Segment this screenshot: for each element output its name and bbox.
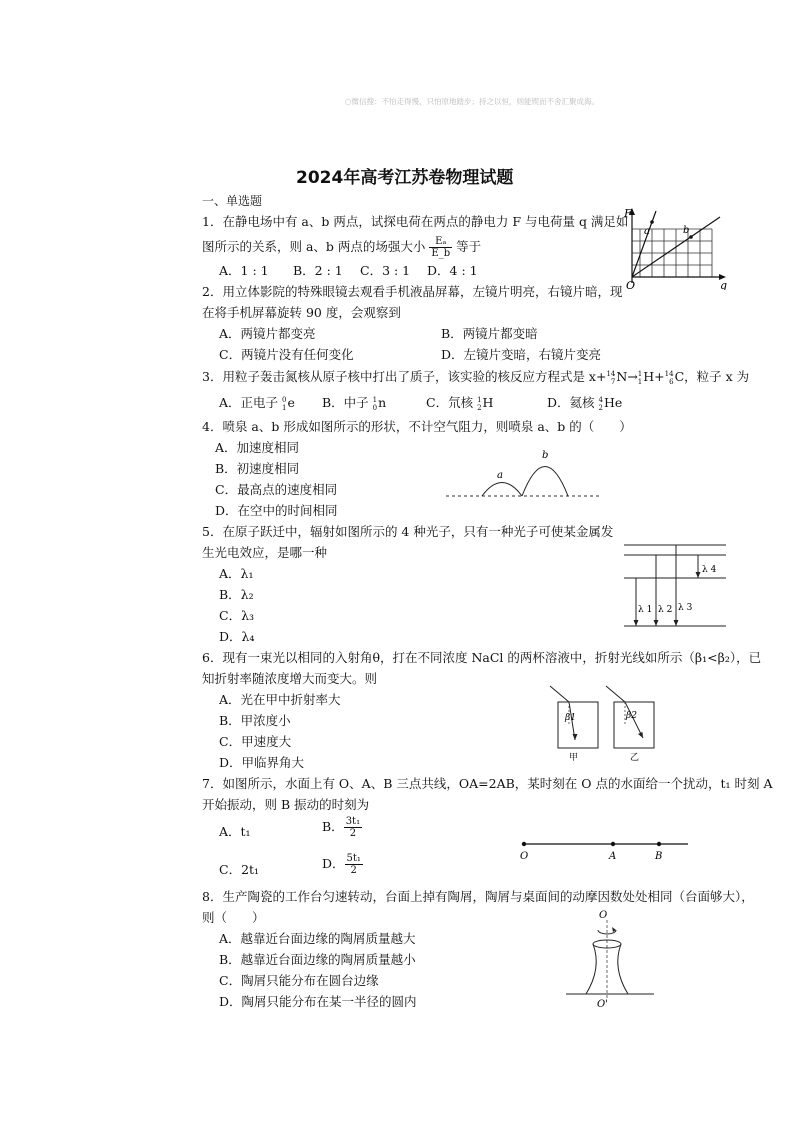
frac-numerator: 5t₁ (346, 853, 361, 864)
q1-option-b[interactable]: B．2 : 1 (293, 263, 343, 278)
nuc-top: 14 (606, 369, 616, 378)
opt-nuc (477, 396, 481, 412)
frac-denominator: 2 (349, 828, 357, 839)
q5-line2: 生光电效应，是哪一种 (202, 545, 328, 560)
frac-denominator: 2 (350, 865, 357, 876)
q3-nuc-c (665, 370, 674, 386)
q3-option-b[interactable] (322, 393, 386, 413)
nuc-top: 4 (598, 395, 603, 404)
q4-option-c[interactable]: C．最高点的速度相同 (215, 482, 338, 497)
q2-option-c[interactable]: C．两镜片没有任何变化 (219, 347, 354, 362)
q4-fig-a: a (497, 470, 503, 481)
q5-figure-energy-levels (622, 538, 730, 630)
q8-figure-turntable (560, 906, 660, 1010)
opt-label: B． (322, 819, 344, 834)
q1-line2-end: 等于 (456, 239, 482, 254)
section-heading: 一、单选题 (202, 194, 263, 208)
q2-line2: 在将手机屏幕旋转 90 度，会观察到 (202, 305, 401, 320)
q6-fig-yi: 乙 (630, 753, 640, 763)
q8-option-c[interactable]: C．陶屑只能分布在圆台边缘 (219, 973, 379, 988)
q1-fig-b: b (683, 225, 690, 236)
q1-line2-text: 图所示的关系，则 a、b 两点的场强大小 (202, 239, 426, 254)
q4-option-b[interactable]: B．初速度相同 (215, 461, 300, 476)
opt-sym: n (378, 395, 387, 410)
q5-option-b[interactable]: B．λ₂ (219, 587, 254, 602)
q6-figure-beakers (542, 684, 662, 766)
q1-option-d[interactable]: D．4 : 1 (427, 263, 478, 278)
q5-fig-l4: λ 4 (702, 565, 717, 575)
nuc-bot: 2 (477, 403, 482, 412)
q5-option-a[interactable]: A．λ₁ (219, 566, 254, 581)
nuc-bot: 6 (669, 377, 674, 386)
q8-option-a[interactable]: A．越靠近台面边缘的陶屑质量越大 (219, 931, 416, 946)
q7-fig-B: B (655, 851, 663, 862)
q3-sym-h: H+ (643, 369, 665, 384)
frac-numerator: Eₐ (429, 236, 452, 248)
q3-option-c[interactable] (426, 393, 493, 413)
frac-denominator: E_b (431, 248, 451, 259)
q4-option-d[interactable]: D．在空中的时间相同 (215, 503, 338, 518)
opt-nuc (599, 396, 603, 412)
opt-sym: H (482, 395, 494, 410)
q7-fig-A: A (609, 851, 617, 862)
q7-option-c[interactable]: C．2t₁ (219, 862, 260, 877)
nuc-top: 0 (282, 395, 287, 404)
q6-line2: 知折射率随浓度增大而变大。则 (202, 671, 378, 686)
q6-fig-b2: β2 (626, 711, 637, 721)
opt-sym: He (603, 395, 623, 410)
q8-fig-O: O (599, 910, 608, 921)
nuc-bot: 0 (372, 403, 378, 412)
nuc-top: 1 (372, 395, 378, 404)
q1-figure-graph (622, 205, 732, 290)
q6-option-d[interactable]: D．甲临界角大 (219, 755, 305, 770)
q4-fig-b: b (542, 450, 549, 461)
q7-figure-line (514, 836, 694, 862)
q3-nuc-h (638, 370, 642, 386)
q7-option-a[interactable]: A．t₁ (219, 824, 251, 839)
q3-text-main: 3．用粒子轰击氮核从原子核中打出了质子，该实验的核反应方程式是 x+ (202, 369, 607, 384)
opt-sym: e (287, 395, 295, 410)
q6-fig-jia: 甲 (569, 753, 579, 763)
q8-line2: 则（ ） (202, 910, 265, 925)
q1-line2 (202, 236, 481, 259)
q5-fig-l2: λ 2 (658, 605, 673, 615)
q1-option-a[interactable]: A．1 : 1 (219, 263, 269, 278)
q2-option-a[interactable]: A．两镜片都变亮 (219, 326, 316, 341)
nuc-top: 14 (664, 369, 674, 378)
opt-nuc (373, 396, 377, 412)
q1-fig-q: q (720, 279, 728, 290)
page-title: 2024年高考江苏卷物理试题 (296, 168, 514, 188)
nuc-top: 1 (477, 395, 482, 404)
q8-option-d[interactable]: D．陶屑只能分布在某一半径的圆内 (219, 994, 417, 1009)
opt-label: D．氦核 (547, 395, 595, 410)
q1-line1: 1．在静电场中有 a、b 两点，试探电荷在两点的静电力 F 与电荷量 q 满足如 (202, 214, 629, 229)
q1-fig-O: O (626, 279, 636, 290)
q1-fraction (429, 236, 452, 259)
q6-option-b[interactable]: B．甲浓度小 (219, 713, 291, 728)
q8-fig-O2: O' (597, 999, 608, 1010)
nuc-bot: 1 (282, 403, 287, 412)
q7-option-b[interactable] (322, 816, 362, 839)
q3-option-d[interactable] (547, 393, 622, 413)
frac-numerator: 3t₁ (345, 816, 361, 827)
q2-option-b[interactable]: B．两镜片都变暗 (441, 326, 538, 341)
nuc-bot: 2 (598, 403, 603, 412)
q5-line1: 5．在原子跃迁中，辐射如图所示的 4 种光子，只有一种光子可使某金属发 (202, 524, 614, 539)
q7-line1: 7．如图所示，水面上有 O、A、B 三点共线，OA=2AB，某时刻在 O 点的水面给一个扰动，t₁ 时刻 A (202, 776, 773, 791)
q3-sym-n: N→ (616, 369, 638, 384)
q7-fig-O: O (520, 851, 529, 862)
q7-line2: 开始振动，则 B 振动的时刻为 (202, 797, 370, 812)
opt-label: A．正电子 (219, 395, 279, 410)
q1-fig-a: a (644, 226, 650, 237)
q3-option-a[interactable] (219, 393, 295, 413)
q5-option-d[interactable]: D．λ₄ (219, 629, 255, 644)
q7-b-fraction (344, 816, 362, 839)
opt-label: B．中子 (322, 395, 369, 410)
q6-option-c[interactable]: C．甲速度大 (219, 734, 292, 749)
q6-option-a[interactable]: A．光在甲中折射率大 (219, 692, 341, 707)
opt-label: D． (322, 856, 345, 871)
q3-text (202, 367, 749, 387)
q2-line1: 2．用立体影院的特殊眼镜去观看手机液晶屏幕，左镜片明亮，右镜片暗，现 (202, 284, 623, 299)
q3-sym-c: C，粒子 x 为 (674, 369, 750, 384)
nuc-bot: 7 (610, 377, 616, 386)
watermark: ○微信搜：不怕走得慢，只怕原地踏步；持之以恒，则能锲而不舍汇聚成海。 (345, 97, 600, 106)
q4-figure-fountains (444, 445, 604, 503)
q4-option-a[interactable]: A．加速度相同 (215, 440, 300, 455)
nuc-top: 1 (637, 369, 643, 378)
q8-option-b[interactable]: B．越靠近台面边缘的陶屑质量越小 (219, 952, 416, 967)
opt-nuc (282, 396, 286, 412)
q6-fig-b1: β1 (565, 713, 576, 723)
q1-fig-F: F (624, 207, 632, 220)
q5-fig-l1: λ 1 (638, 605, 653, 615)
q5-option-c[interactable]: C．λ₃ (219, 608, 254, 623)
nuc-bot: 1 (637, 377, 643, 386)
q5-fig-l3: λ 3 (678, 603, 693, 613)
q4-text: 4．喷泉 a、b 形成如图所示的形状，不计空气阻力，则喷泉 a、b 的（ ） (202, 419, 632, 434)
q8-line1: 8．生产陶瓷的工作台匀速转动，台面上掉有陶屑，陶屑与桌面间的动摩因数处处相同（台面够大）， (202, 889, 754, 904)
q7-d-fraction (345, 853, 363, 876)
q3-nuc-n (606, 370, 615, 386)
q6-line1: 6．现有一束光以相同的入射角θ，打在不同浓度 NaCl 的两杯溶液中，折射光线如所示（β₁<β₂），已 (202, 650, 762, 665)
q7-option-d[interactable] (322, 853, 363, 876)
opt-label: C．氘核 (426, 395, 474, 410)
q1-option-c[interactable]: C．3 : 1 (360, 263, 411, 278)
q2-option-d[interactable]: D．左镜片变暗，右镜片变亮 (441, 347, 602, 362)
